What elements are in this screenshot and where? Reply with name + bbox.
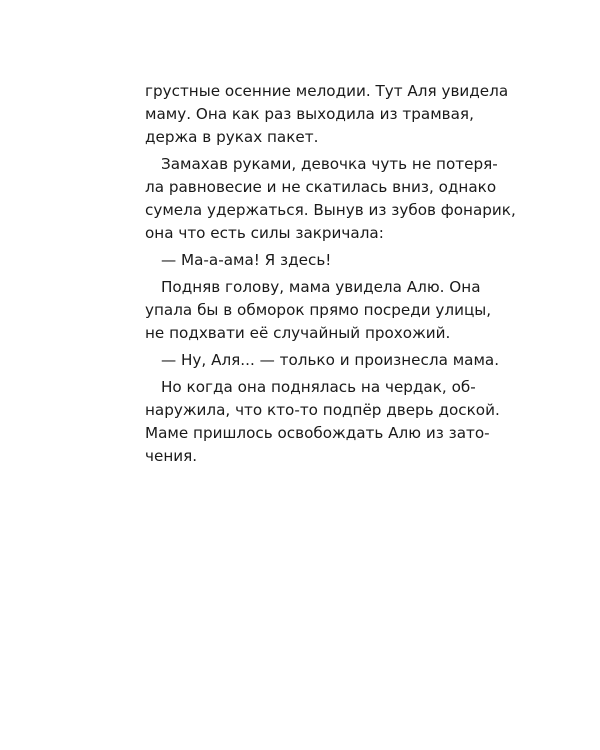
- text-line: держа в руках пакет.: [145, 128, 319, 146]
- text-line: ла равновесие и не скатилась вниз, однако: [145, 178, 497, 196]
- text-line: Подняв голову, мама увидела Алю. Она: [161, 278, 481, 296]
- text-line: чения.: [145, 447, 198, 465]
- page-body-text: [145, 80, 516, 468]
- text-line: — Ма-а-ама! Я здесь!: [161, 251, 332, 269]
- text-line: грустные осенние мелодии. Тут Аля увидела: [145, 82, 509, 100]
- text-line: маму. Она как раз выходила из трамвая,: [145, 105, 474, 123]
- text-line: Замахав руками, девочка чуть не потеря-: [161, 155, 498, 173]
- text-line: не подхвати её случайный прохожий.: [145, 324, 451, 342]
- text-line: наружила, что кто-то подпёр дверь доской.: [145, 401, 500, 419]
- text-line: она что есть силы закричала:: [145, 224, 384, 242]
- text-line: — Ну, Аля... — только и произнесла мама.: [161, 351, 500, 369]
- text-line: сумела удержаться. Вынув из зубов фонарик,: [145, 201, 516, 219]
- text-line: Но когда она поднялась на чердак, об-: [161, 378, 476, 396]
- text-line: упала бы в обморок прямо посреди улицы,: [145, 301, 492, 319]
- text-line: Маме пришлось освобождать Алю из зато-: [145, 424, 490, 442]
